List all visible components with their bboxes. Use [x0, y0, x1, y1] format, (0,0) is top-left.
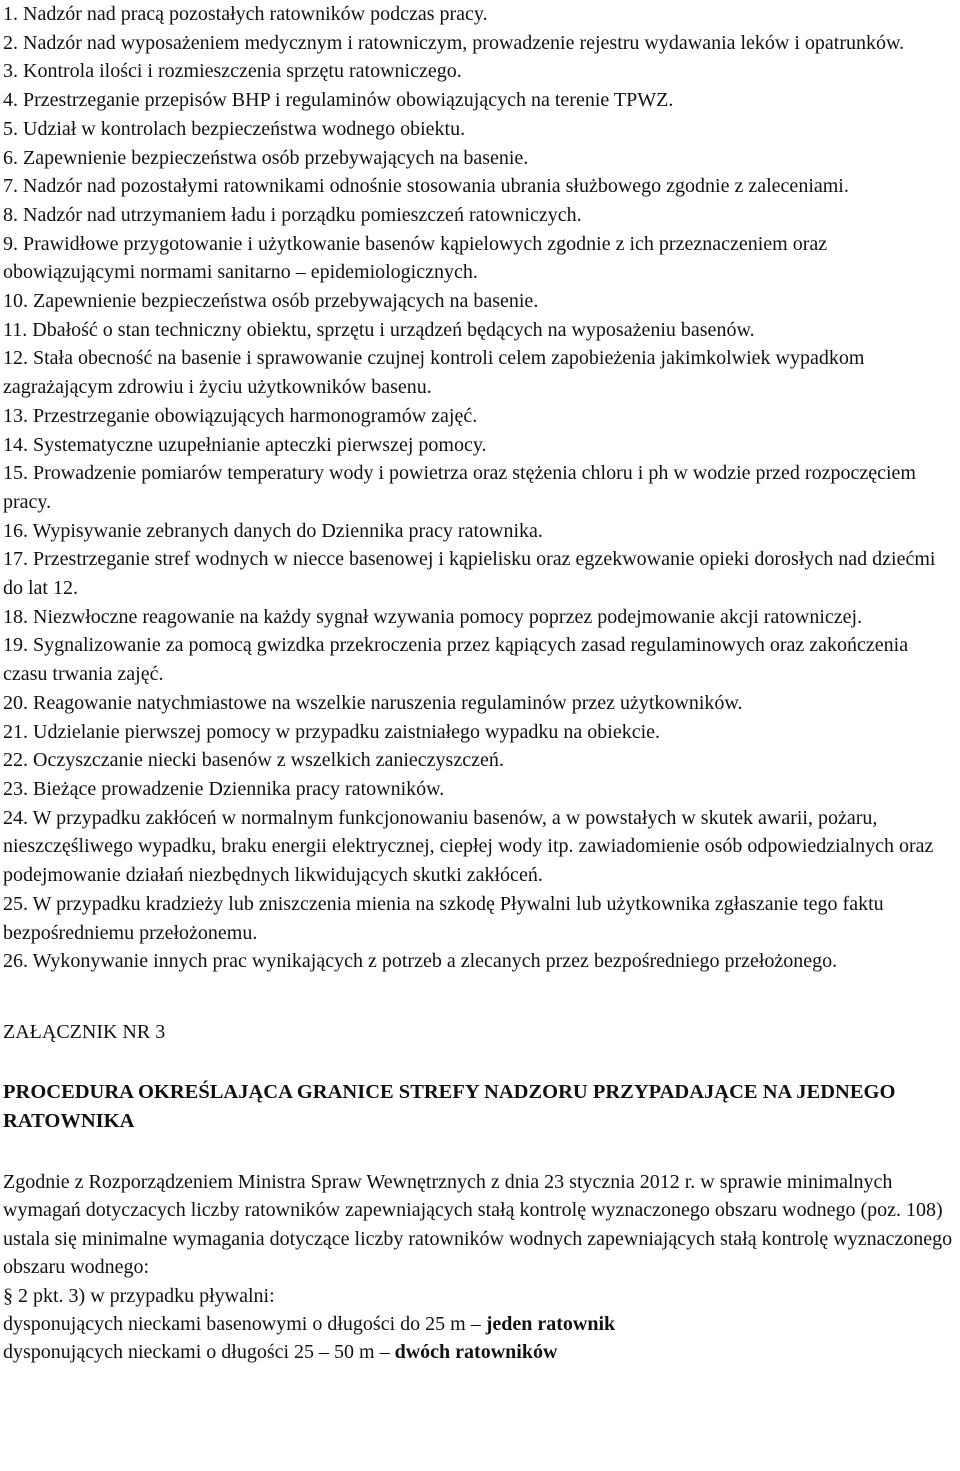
procedure-section: § 2 pkt. 3) w przypadku pływalni: [3, 1284, 275, 1307]
list-item: 15. Prowadzenie pomiarów temperatury wody i powietrza oraz stężenia chloru i ph w wodzie przed rozpoczęciem pracy. [3, 462, 916, 513]
rule-text: dysponujących nieckami basenowymi o długości do 25 m – [3, 1312, 486, 1335]
list-item: 20. Reagowanie natychmiastowe na wszelkie naruszenia regulaminów przez użytkowników. [3, 691, 743, 714]
list-item: 17. Przestrzeganie stref wodnych w niecce basenowej i kąpielisku oraz egzekwowanie opieki dorosłych nad dziećmi do lat 12. [3, 548, 936, 600]
list-item: 18. Niezwłoczne reagowanie na każdy sygnał wzywania pomocy poprzez podejmowanie akcji ratowniczej. [3, 605, 863, 628]
list-item: 10. Zapewnienie bezpieczeństwa osób przebywających na basenie. [3, 290, 539, 313]
rule-bold-value: dwóch ratowników [394, 1341, 558, 1364]
list-item: 22. Oczyszczanie niecki basenów z wszelkich zanieczyszczeń. [3, 749, 504, 772]
attachment-heading: ZAŁĄCZNIK NR 3 [3, 1020, 166, 1043]
list-item: 5. Udział w kontrolach bezpieczeństwa wodnego obiektu. [3, 117, 466, 140]
list-item: 23. Bieżące prowadzenie Dziennika pracy ratowników. [3, 777, 445, 800]
list-item: 25. W przypadku kradzieży lub zniszczenia mienia na szkodę Pływalni lub użytkownika zgłaszanie tego faktu bezpośredniemu przełożonemu. [3, 892, 884, 944]
duties-list [3, 0, 957, 976]
list-item: 14. Systematyczne uzupełnianie apteczki pierwszej pomocy. [3, 433, 487, 456]
list-item: 11. Dbałość o stan techniczny obiektu, sprzętu i urządzeń będących na wyposażeniu basenów. [3, 318, 755, 341]
list-item: 9. Prawidłowe przygotowanie i użytkowanie basenów kąpielowych zgodnie z ich przeznaczeniem oraz obowiązującymi normami sanitarno – epidemiologicznych. [3, 232, 828, 284]
list-item: 26. Wykonywanie innych prac wynikających z potrzeb a zlecanych przez bezpośredniego przełożonego. [3, 950, 838, 973]
list-item: 6. Zapewnienie bezpieczeństwa osób przebywających na basenie. [3, 146, 529, 169]
list-item: 16. Wypisywanie zebranych danych do Dziennika pracy ratownika. [3, 519, 543, 542]
list-item: 12. Stała obecność na basenie i sprawowanie czujnej kontroli celem zapobieżenia jakimkolwiek wypadkom zagrażającym zdrowiu i życiu użytkowników basenu. [3, 347, 865, 399]
list-item: 21. Udzielanie pierwszej pomocy w przypadku zaistniałego wypadku na obiekcie. [3, 720, 661, 743]
rule-line [3, 1338, 957, 1366]
procedure-title: PROCEDURA OKREŚLAJĄCA GRANICE STREFY NADZORU PRZYPADAJĄCE NA JEDNEGO RATOWNIKA [3, 1080, 896, 1132]
document-page [3, 0, 957, 1367]
list-item: 3. Kontrola ilości i rozmieszczenia sprzętu ratowniczego. [3, 60, 462, 83]
procedure-intro: Zgodnie z Rozporządzeniem Ministra Spraw Wewnętrznych z dnia 23 stycznia 2012 r. w sprawie minimalnych wymagań dotyczacych liczby ratowników zapewniających stałą kontrolę wyznaczonego obszaru wodnego (poz. 108) ustala się minimalne wymagania dotyczące liczby ratowników wodnych zapewniających stałą kontrolę wyznaczonego obszaru wodnego: [3, 1170, 953, 1279]
list-item: 13. Przestrzeganie obowiązujących harmonogramów zajęć. [3, 404, 478, 427]
rule-line [3, 1310, 957, 1338]
list-item: 8. Nadzór nad utrzymaniem ładu i porządku pomieszczeń ratowniczych. [3, 203, 582, 226]
list-item: 4. Przestrzeganie przepisów BHP i regulaminów obowiązujących na terenie TPWZ. [3, 89, 674, 112]
list-item: 2. Nadzór nad wyposażeniem medycznym i ratowniczym, prowadzenie rejestru wydawania leków i opatrunków. [3, 31, 905, 54]
list-item: 1. Nadzór nad pracą pozostałych ratowników podczas pracy. [3, 3, 488, 25]
list-item: 19. Sygnalizowanie za pomocą gwizdka przekroczenia przez kąpiących zasad regulaminowych oraz zakończenia czasu trwania zajęć. [3, 634, 909, 686]
list-item: 7. Nadzór nad pozostałymi ratownikami odnośnie stosowania ubrania służbowego zgodnie z zaleceniami. [3, 175, 849, 198]
rule-text: dysponujących nieckami o długości 25 – 50 m – [3, 1341, 395, 1364]
list-item: 24. W przypadku zakłóceń w normalnym funkcjonowaniu basenów, a w powstałych w skutek awarii, pożaru, nieszczęśliwego wypadku, braku energii elektrycznej, ciepłej wody itp. zawiadomienie osób odpowiedzialnych oraz podejmowanie działań niezbędnych likwidujących skutki zakłóceń. [3, 806, 934, 887]
rule-bold-value: jeden ratownik [485, 1312, 616, 1335]
procedure-body [3, 1168, 957, 1367]
